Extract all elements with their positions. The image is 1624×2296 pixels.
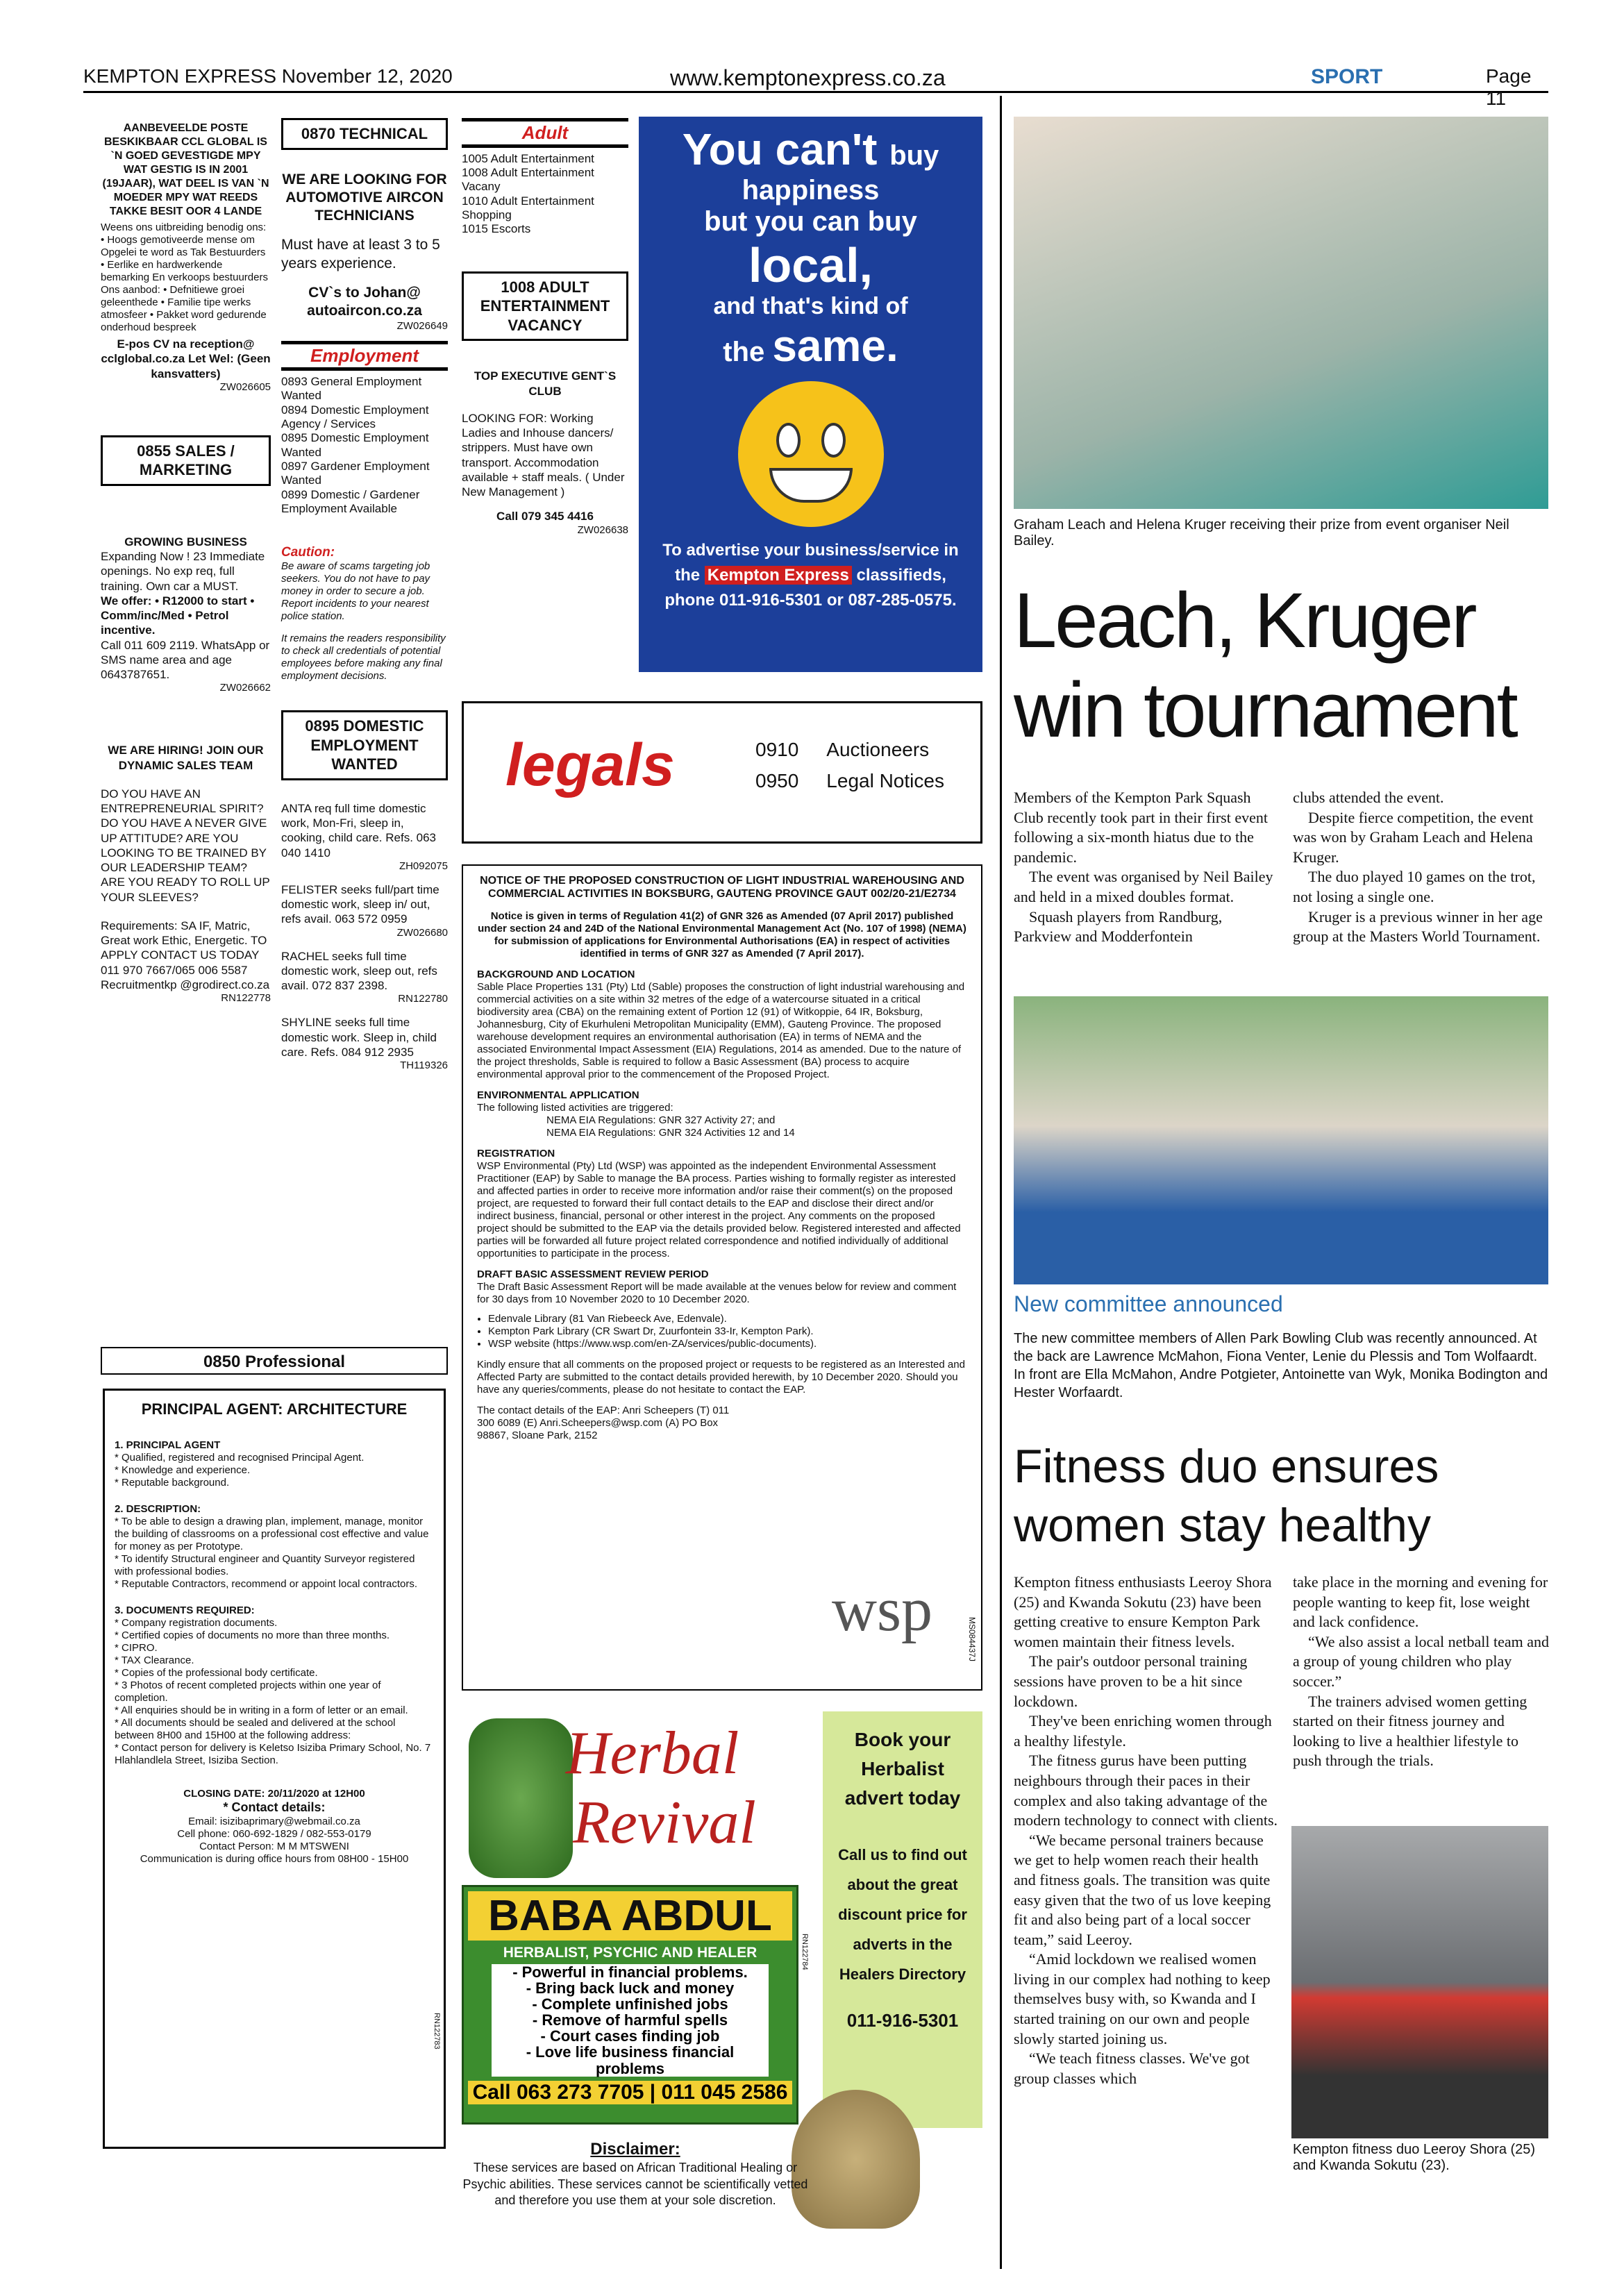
- promo-line2: happiness: [742, 175, 880, 206]
- promo-line6: the: [723, 337, 765, 367]
- herbalist-ad-phone: 011-916-5301: [846, 2010, 959, 2031]
- story-paragraph: Kruger is a previous winner in her age group at the Masters World Tournament.: [1293, 907, 1543, 946]
- growing-body: Expanding Now ! 23 Immediate openings. No exp req, full training. Own car a MUST.: [101, 550, 265, 593]
- employment-item: 0897 Gardener Employment Wanted: [281, 460, 430, 487]
- story-paragraph: Despite fierce competition, the event was won by Graham Leach and Helena Kruger.: [1293, 808, 1534, 866]
- ad-ref: RN122783: [433, 2013, 441, 2050]
- principal-closing: CLOSING DATE: 20/11/2020 at 12H00: [183, 1788, 365, 1800]
- principal-item: * Company registration documents.: [115, 1617, 278, 1629]
- adult-section-box: 1008 ADULT ENTERTAINMENT VACANCY: [462, 271, 628, 342]
- promo-line1b: buy: [889, 140, 939, 171]
- promo-cta3: phone 011-916-5301 or 087-285-0575.: [664, 591, 957, 610]
- notice-activity: NEMA EIA Regulations: GNR 327 Activity 27; and: [546, 1114, 776, 1127]
- principal-s2-list: [115, 1516, 434, 1591]
- growing-offer: We offer: • R12000 to start • Comm/inc/Med • Petrol incentive.: [101, 594, 255, 637]
- technical-section-box: 0870 TECHNICAL: [281, 118, 448, 150]
- domestic-ad-text: ANTA req full time domestic work, Mon-Fri, sleep in, cooking, child care. Refs. 063 040 1410: [281, 801, 437, 860]
- employment-item: 0894 Domestic Employment Agency / Services: [281, 403, 429, 430]
- herbal-line1: Herbal: [566, 1720, 739, 1787]
- smiley-icon: [738, 381, 884, 527]
- ad-ref: ZW026680: [396, 926, 448, 939]
- adult-item: 1010 Adult Entertainment Shopping: [462, 194, 594, 222]
- legals-code: 0950: [755, 769, 799, 791]
- venue-list: [477, 1313, 967, 1350]
- notice-heading: BACKGROUND AND LOCATION: [477, 969, 635, 981]
- notice-heading: DRAFT BASIC ASSESSMENT REVIEW PERIOD: [477, 1268, 709, 1281]
- notice-para: The Draft Basic Assessment Report will be made available at the venues below for review and comment for 30 days from 10 November 2020 to 10 December 2020.: [477, 1281, 957, 1306]
- promo-line5: and that's kind of: [713, 293, 908, 319]
- ad-ref: RN122780: [398, 993, 448, 1005]
- story-paragraph: “We became personal trainers because we get to help women reach their health and fitness goals. The transition was quite easy given that the two of us love keeping fit and also being part of a local soccer team,” said Leeroy.: [1014, 1831, 1271, 1948]
- story-paragraph: Squash players from Randburg, Parkview and Modderfontein: [1014, 907, 1223, 946]
- promo-line1: You can't: [682, 124, 878, 174]
- prize-photo: [1014, 117, 1548, 509]
- domestic-section-box: 0895 DOMESTIC EMPLOYMENT WANTED: [281, 710, 448, 780]
- employment-item: 0893 General Employment Wanted: [281, 374, 422, 403]
- masthead: KEMPTON EXPRESS November 12, 2020: [83, 65, 453, 87]
- tech-title: WE ARE LOOKING FOR AUTOMOTIVE AIRCON TECHNICIANS: [282, 171, 447, 224]
- principal-item: * TAX Clearance.: [115, 1654, 194, 1667]
- page-number: Page 11: [1486, 65, 1532, 109]
- growing-contact: Call 011 609 2119. WhatsApp or SMS name area and age 0643787651.: [101, 638, 270, 681]
- headline-leach-kruger: Leach, Kruger win tournament: [1014, 577, 1516, 753]
- gents-call: Call 079 345 4416: [496, 510, 594, 523]
- ad-ref: RN122784: [801, 1934, 809, 1970]
- ad-ref: TH119326: [400, 1059, 448, 1072]
- principal-s3: 3. DOCUMENTS REQUIRED:: [115, 1604, 255, 1617]
- notice-para: Sable Place Properties 131 (Pty) Ltd (Sable) proposes the construction of light industrial warehousing and commercial activities on a site within 32 metres of the edge of a watercourse situated in a critical biodiversity area (CBA) on the remaining extent of Portion 12 (91) of Witkoppie, 64 IR, Boksburg, Johannesburg, City of Ekurhuleni Metropolitan Municipality (EMM), Gauteng Province. The proposed warehouse development requires an environmental authorisation (EA) in terms of NEMA and the associated Environmental Impact Assessment (EIA) Regulations, 2014 as amended. Due to the nature of the project thresholds, Sable is required to follow a Basic Assessment (BA) process to acquire environmental approval prior to the commencement of the Proposed Project.: [477, 981, 965, 1081]
- tech-contact[interactable]: CV`s to Johan@ autoaircon.co.za: [307, 284, 422, 319]
- story-paragraph: The event was organised by Neil Bailey and held in a mixed doubles format.: [1014, 868, 1273, 905]
- principal-item: * To identify Structural engineer and Quantity Surveyor registered with professional bodies.: [115, 1553, 415, 1578]
- ad-ref: ZW026662: [219, 682, 271, 694]
- herbs-bowl-icon: [792, 2090, 920, 2229]
- herbalist-service: - Court cases finding job: [540, 2027, 720, 2045]
- classifieds-col3: [462, 118, 628, 537]
- wsp-logo: wsp: [831, 1575, 932, 1644]
- promo-cta2a: the: [675, 566, 701, 585]
- ad-ref: ZW026605: [219, 380, 271, 393]
- hiring-body: DO YOU HAVE AN ENTREPRENEURIAL SPIRIT? DO YOU HAVE A NEVER GIVE UP ATTITUDE? ARE YOU LOOKING TO BE TRAINED BY OUR LEADERSHIP TEAM? ARE YOU READY TO ROLL UP YOUR SLEEVES?: [101, 787, 270, 904]
- ccl-title: AANBEVEELDE POSTE BESKIKBAAR CCL GLOBAL IS `N GOED GEVESTIGDE MPY WAT GESTIG IS IN 2001 (19JAAR), WAT DEEL IS VAN `N MOEDER MPY WAT REEDS TAKKE BESIT OOR 4 LANDE: [102, 122, 269, 217]
- notice-para: Kindly ensure that all comments on the proposed project or requests to be registered as an Interested and Affected Party are submitted to the contact details provided herewith, by 10 December 2020. Should you have any queries/comments, please do not hesitate to contact the EAP.: [477, 1359, 965, 1396]
- principal-item: * All enquiries should be in writing in a form of letter or an email.: [115, 1704, 408, 1717]
- caution-body: Be aware of scams targeting job seekers. You do not have to pay money in order to secure a job. Report incidents to your nearest police station.: [281, 560, 430, 623]
- domestic-ad: [281, 949, 448, 1006]
- promo-line6b: same.: [772, 321, 898, 371]
- principal-agent-ad: [103, 1389, 446, 2149]
- disclaimer: [462, 2138, 809, 2209]
- ccl-body: Weens ons uitbreiding benodig ons: • Hoogs gemotiveerde mense om Opgelei te word as Tak Bestuurders • Eerlike en hardwerkende bemarking En verkoops bestuurders Ons aanbod: • Defnitiewe groei geleenthede • Familie tipe werks atmosfeer • Pakket word gedurende onderhoud bespreek: [101, 221, 268, 333]
- notice-heading: ENVIRONMENTAL APPLICATION: [477, 1089, 639, 1102]
- principal-item: * Reputable Contractors, recommend or appoint local contractors.: [115, 1578, 418, 1591]
- ad-ref: MS084437J: [967, 1616, 977, 1661]
- divider: [462, 144, 628, 148]
- principal-title: PRINCIPAL AGENT: ARCHITECTURE: [141, 1400, 408, 1418]
- story-paragraph: clubs attended the event.: [1293, 789, 1444, 806]
- story-paragraph: The duo played 10 games on the trot, not losing a single one.: [1293, 868, 1536, 905]
- employment-list: [281, 375, 448, 517]
- growing-title: GROWING BUSINESS: [124, 535, 247, 548]
- story-paragraph: “Amid lockdown we realised women living in our complex had nothing to keep themselves busy with, so Kwanda and I started training on our own and people slowly started joining us.: [1014, 1950, 1271, 2047]
- story2: The new committee members of Allen Park Bowling Club was recently announced. At the back are Lawrence McMahon, Fiona Venter, Lenie du Plessis and Tom Wolfaardt. In front are Ella McMahon, Andre Potgieter, Antoinette van Wyk, Monika Bodington and Hester Worfaardt.: [1014, 1331, 1548, 1400]
- story-paragraph: Kempton fitness enthusiasts Leeroy Shora (25) and Kwanda Sokutu (23) have been getting creative to ensure Kempton Park women maintain their fitness levels.: [1014, 1573, 1272, 1650]
- disclaimer-body: These services are based on African Traditional Healing or Psychic abilities. These services cannot be scientifically vetted and therefore you use them at your sole discretion.: [462, 2161, 808, 2207]
- principal-contact-line: Cell phone: 060-692-1829 / 082-553-0179: [177, 1827, 371, 1840]
- promo-line4: local,: [748, 238, 873, 292]
- principal-item: * All documents should be sealed and delivered at the school between 8H00 and 15H00 at the following address:: [115, 1717, 396, 1742]
- principal-s3-list: [115, 1617, 434, 1767]
- herbalist-phone[interactable]: Call 063 273 7705 | 011 045 2586: [468, 2081, 792, 2104]
- gents-title: TOP EXECUTIVE GENT`S CLUB: [474, 369, 617, 398]
- promo-brand: Kempton Express: [705, 566, 852, 585]
- venue-item: • Kempton Park Library (CR Swart Dr, Zuurfontein 33-Ir, Kempton Park).: [488, 1325, 967, 1338]
- legals-box: [462, 701, 982, 844]
- legals-code: 0910: [755, 739, 799, 760]
- legal-notice: [462, 864, 982, 1691]
- adult-item: 1015 Escorts: [462, 222, 531, 236]
- story-paragraph: The trainers advised women getting started on their fitness journey and looking to live a healthier lifestyle to push through the trials.: [1293, 1692, 1527, 1770]
- story-paragraph: The pair's outdoor personal training sessions have proven to be a hit since lockdown.: [1014, 1652, 1248, 1710]
- disclaimer-title: Disclaimer:: [590, 2140, 680, 2159]
- principal-contact-list: [115, 1816, 434, 1866]
- healers-directory-ad[interactable]: [823, 1711, 982, 2128]
- domestic-ads: [281, 801, 448, 1072]
- employment-item: 0899 Domestic / Gardener Employment Available: [281, 487, 420, 516]
- herbalist-ad-body: Call us to find out about the great discount price for adverts in the Healers Directory: [838, 1846, 967, 1983]
- story1-col2: [1293, 788, 1550, 947]
- committee-photo: [1014, 996, 1548, 1284]
- herbalist-service: - Bring back luck and money: [526, 1979, 735, 1997]
- principal-item: * Copies of the professional body certificate.: [115, 1667, 318, 1679]
- story-paragraph: take place in the morning and evening for people wanting to keep fit, lose weight and lack confidence.: [1293, 1573, 1548, 1631]
- principal-item: * 3 Photos of recent completed projects within one year of completion.: [115, 1679, 381, 1704]
- employment-heading: Employment: [310, 345, 419, 367]
- principal-item: * Contact person for delivery is Keletso Isiziba Primary School, No. 7 Hlahlandlela Street, Isiziba Section.: [115, 1742, 431, 1767]
- principal-contact-heading: * Contact details:: [223, 1800, 326, 1815]
- promo-cta1: To advertise your business/service in: [662, 541, 959, 560]
- principal-s1: 1. PRINCIPAL AGENT: [115, 1439, 221, 1452]
- adult-item: 1005 Adult Entertainment: [462, 151, 594, 165]
- domestic-ad-text: SHYLINE seeks full time domestic work. Sleep in, child care. Refs. 084 912 2935: [281, 1016, 437, 1059]
- domestic-ad: [281, 1015, 448, 1072]
- legals-item: [755, 766, 944, 797]
- principal-contact-line: Email: isizibaprimary@webmail.co.za: [188, 1815, 360, 1827]
- principal-contact-line: Communication is during office hours from 08H00 - 15H00: [140, 1852, 409, 1865]
- notice-intro: Notice is given in terms of Regulation 41(2) of GNR 326 as Amended (07 April 2017) published under section 24 and 24D of the National Environmental Management Act (No. 107 of 1998) (NEMA) for submission of applications for Environmental Authorisations (EA) in respect of activities identified in terms of GNR 327 as Amended (7 April 2017).: [478, 910, 966, 960]
- story-paragraph: The fitness gurus have been putting neighbours through their paces in their complex and also taking advantage of the modern technology to connect with clients.: [1014, 1752, 1278, 1829]
- notice-contact: The contact details of the EAP: Anri Scheepers (T) 011 300 6089 (E) Anri.Scheepers@wsp.com (A) PO Box 98867, Sloane Park, 2152: [477, 1405, 730, 1442]
- principal-item: * CIPRO.: [115, 1642, 158, 1654]
- tech-body: Must have at least 3 to 5 years experience.: [281, 237, 440, 271]
- employment-item: 0895 Domestic Employment Wanted: [281, 431, 429, 459]
- principal-item: * To be able to design a drawing plan, implement, manage, monitor the building of classrooms on a professional cost effective and value for money as per Prototype.: [115, 1516, 429, 1553]
- principal-item: * Certified copies of documents no more than three months.: [115, 1629, 390, 1642]
- headline-new-committee: New committee announced: [1014, 1291, 1283, 1316]
- domestic-ad: [281, 801, 448, 873]
- section-label: SPORT: [1311, 65, 1383, 88]
- fitness-photo: [1291, 1826, 1548, 2138]
- classifieds-col1: [101, 121, 271, 1005]
- promo-cta2c: classifieds,: [856, 566, 946, 585]
- ad-ref: ZW026649: [396, 320, 448, 333]
- hiring-requirements: Requirements: SA IF, Matric, Great work Ethic, Energetic. TO APPLY CONTACT US TODAY 011 970 7667/065 006 5587 Recruitmentkp @grodirect.co.za: [101, 919, 270, 991]
- story3-col2: [1293, 1573, 1550, 1771]
- story3-col1: [1014, 1573, 1278, 2088]
- legals-logo: legals: [505, 732, 675, 798]
- hiring-title: WE ARE HIRING! JOIN OUR DYNAMIC SALES TEAM: [108, 744, 264, 772]
- principal-contact-line: Contact Person: M M MTSWENI: [199, 1840, 349, 1852]
- gents-body: LOOKING FOR: Working Ladies and Inhouse dancers/ strippers. Must have own transport. Accommodation available + staff meals. ( Under New Management ): [462, 411, 625, 499]
- professional-section-box: 0850 Professional: [101, 1347, 448, 1375]
- photo3-caption: Kempton fitness duo Leeroy Shora (25) and Kwanda Sokutu (23).: [1293, 2142, 1536, 2173]
- ccl-contact: E-pos CV na reception@ cclglobal.co.za Let Wel: (Geen kansvatters): [101, 337, 271, 380]
- page-header: [83, 61, 1548, 109]
- herbalist-service: - Love life business financial problems: [526, 2043, 735, 2077]
- adult-list: [462, 152, 628, 237]
- divider: [281, 367, 448, 371]
- headline-fitness: Fitness duo ensures women stay healthy: [1014, 1440, 1439, 1552]
- herbalist-service: - Remove of harmful spells: [532, 2011, 728, 2029]
- herbalist-service: - Powerful in financial problems.: [512, 1963, 748, 1981]
- herbalist-sub: HERBALIST, PSYCHIC AND HEALER: [503, 1945, 757, 1961]
- ad-ref: RN122778: [221, 992, 271, 1004]
- ad-ref: ZH092075: [399, 860, 448, 872]
- domestic-ad-text: RACHEL seeks full time domestic work, sleep out, refs avail. 072 837 2398.: [281, 949, 437, 993]
- site-url[interactable]: www.kemptonexpress.co.za: [670, 65, 946, 90]
- adult-item: 1008 Adult Entertainment Vacany: [462, 165, 594, 194]
- herbalist-name: BABA ABDUL: [468, 1891, 792, 1941]
- legals-item: [755, 735, 944, 766]
- caution-title: Caution:: [281, 544, 335, 560]
- classifieds-col2: [281, 118, 448, 1082]
- herbalist-ad-title: Book your Herbalist advert today: [844, 1729, 961, 1809]
- herbalist-services: [492, 1964, 769, 2077]
- herbal-line2: Revival: [573, 1789, 756, 1857]
- ad-ref: ZW026638: [577, 523, 628, 536]
- domestic-ad: [281, 882, 448, 939]
- notice-para: WSP Environmental (Pty) Ltd (WSP) was appointed as the independent Environmental Assessment Practitioner (EAP) by Sable to manage the BA process. Parties wishing to formally register as interested and affected parties in order to receive more information and/or raise their comment(s) on the proposed project, are requested to forward their full contact details to the EAP and disclose their direct and/or indirect business, financial, personal or other interest in the project. Any comments on the proposed project should be submitted to the EAP via the details provided below. Registered interested and affected parties will be forwarded all future project related correspondence and notified individually of additional opportunities to participate in the process.: [477, 1160, 961, 1260]
- legals-label: Legal Notices: [826, 769, 944, 791]
- story-paragraph: Members of the Kempton Park Squash Club recently took part in their first event following a six-month hiatus due to the pandemic.: [1014, 789, 1268, 866]
- principal-item: * Knowledge and experience.: [115, 1464, 251, 1477]
- notice-heading: REGISTRATION: [477, 1148, 555, 1160]
- caution-body-2: It remains the readers responsibility to check all credentials of potential employees before making any final employment decisions.: [281, 632, 446, 682]
- principal-item: * Qualified, registered and recognised Principal Agent.: [115, 1452, 365, 1464]
- story1-col1: [1014, 788, 1278, 947]
- story-paragraph: “We also assist a local netball team and a group of young children who play soccer.”: [1293, 1632, 1550, 1690]
- promo-ad[interactable]: [639, 117, 982, 672]
- principal-item: * Reputable background.: [115, 1477, 230, 1489]
- sales-section-box: 0855 SALES / MARKETING: [101, 435, 271, 486]
- domestic-ad-text: FELISTER seeks full/part time domestic work, sleep in/ out, refs avail. 063 572 0959: [281, 882, 440, 926]
- venue-item: • Edenvale Library (81 Van Riebeeck Ave, Edenvale).: [488, 1313, 967, 1325]
- notice-title: NOTICE OF THE PROPOSED CONSTRUCTION OF LIGHT INDUSTRIAL WAREHOUSING AND COMMERCIAL ACTIVITIES IN BOKSBURG, GAUTENG PROVINCE GAUT 002/20-21/E2734: [480, 875, 964, 900]
- herbalist-service: - Complete unfinished jobs: [532, 1995, 728, 2013]
- notice-para: The following listed activities are triggered:: [477, 1102, 673, 1114]
- photo1-caption: Graham Leach and Helena Kruger receiving their prize from event organiser Neil Bailey.: [1014, 517, 1509, 548]
- herbal-revival-ad: [462, 1711, 809, 2128]
- legals-list: [755, 735, 944, 797]
- notice-activity: NEMA EIA Regulations: GNR 324 Activities 12 and 14: [546, 1127, 795, 1139]
- principal-s2: 2. DESCRIPTION:: [115, 1503, 201, 1516]
- story-paragraph: They've been enriching women through a healthy lifestyle.: [1014, 1712, 1272, 1750]
- adult-heading: Adult: [521, 122, 569, 143]
- principal-s1-list: [115, 1452, 434, 1489]
- column-divider: [1000, 96, 1002, 2269]
- legals-label: Auctioneers: [826, 739, 930, 760]
- herb-plant-icon: [469, 1718, 573, 1878]
- promo-line3: but you can buy: [704, 206, 917, 237]
- venue-item: • WSP website (https://www.wsp.com/en-ZA/services/public-documents).: [488, 1338, 967, 1350]
- story-paragraph: “We teach fitness classes. We've got group classes which: [1014, 2050, 1250, 2087]
